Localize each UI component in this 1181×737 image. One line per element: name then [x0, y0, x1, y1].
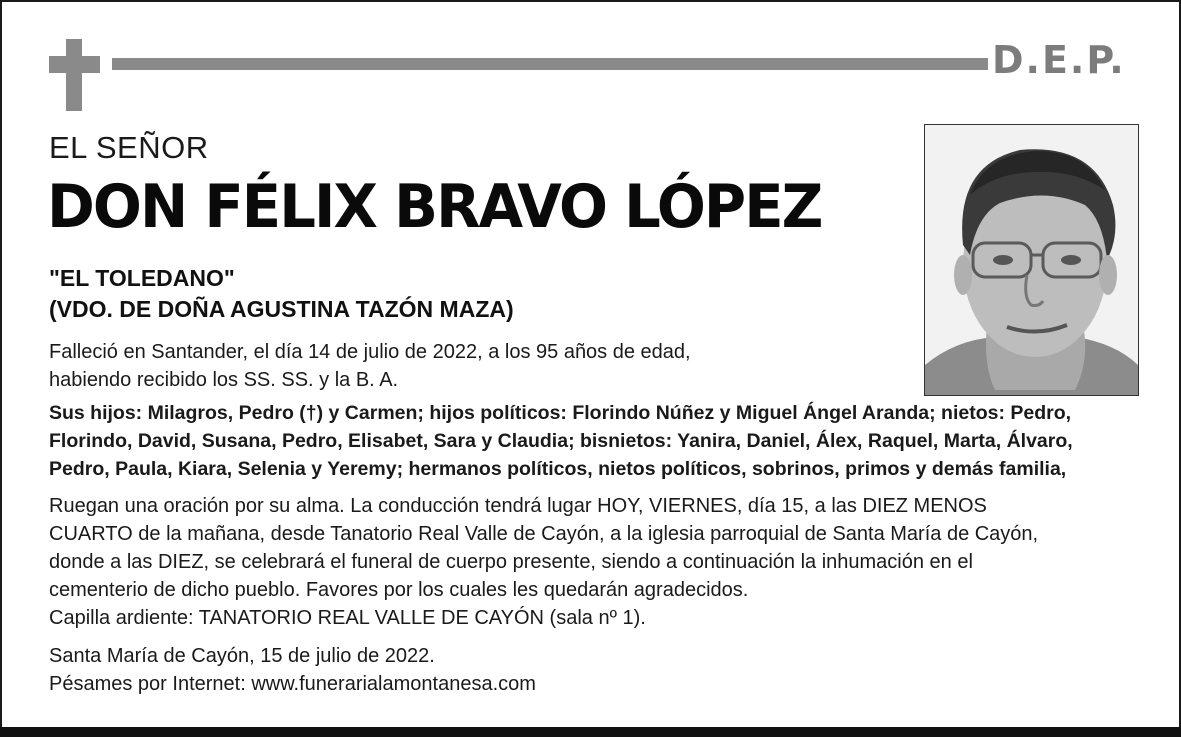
cross-icon-bar	[49, 56, 100, 73]
header-rule	[112, 58, 988, 70]
title-prefix: EL SEÑOR	[49, 130, 209, 165]
widower-of: (VDO. DE DOÑA AGUSTINA TAZÓN MAZA)	[49, 296, 514, 322]
cross-icon	[66, 39, 82, 111]
nickname: "EL TOLEDANO"	[49, 265, 235, 291]
family-list: Sus hijos: Milagros, Pedro (†) y Carmen; hijos políticos: Florindo Núñez y Miguel Ángel Aranda; nietos: Pedro, Florindo, David, Susana, Pedro, Elisabet, Sara y Claudia; bisnietos: Yanira, Daniel, Álex, Raquel, Marta, Álvaro, Pedro, Paula, Kiara, Selenia y Yeremy; hermanos políticos, nietos políticos, sobrinos, primos y demás familia,	[49, 402, 1073, 480]
condolences-link[interactable]: Pésames por Internet: www.funerarialamontanesa.com	[49, 673, 536, 695]
chapel-info: Capilla ardiente: TANATORIO REAL VALLE DE CAYÓN (sala nº 1).	[49, 607, 646, 629]
deceased-name: DON FÉLIX BRAVO LÓPEZ	[47, 172, 822, 242]
place-date: Santa María de Cayón, 15 de julio de 2022.	[49, 645, 435, 667]
death-notice: Falleció en Santander, el día 14 de julio de 2022, a los 95 años de edad, habiendo recibido los SS. SS. y la B. A.	[49, 341, 691, 391]
bottom-rule	[0, 727, 1181, 737]
dep-label: D.E.P.	[992, 38, 1126, 82]
service-info: Ruegan una oración por su alma. La conducción tendrá lugar HOY, VIERNES, día 15, a las DIEZ MENOS CUARTO de la mañana, desde Tanatorio Real Valle de Cayón, a la iglesia parroquial de Santa María de Cayón, donde a las DIEZ, se celebrará el funeral de cuerpo presente, siendo a continuación la inhumación en el cementerio de dicho pueblo. Favores por los cuales les quedarán agradecidos.	[49, 495, 1039, 601]
